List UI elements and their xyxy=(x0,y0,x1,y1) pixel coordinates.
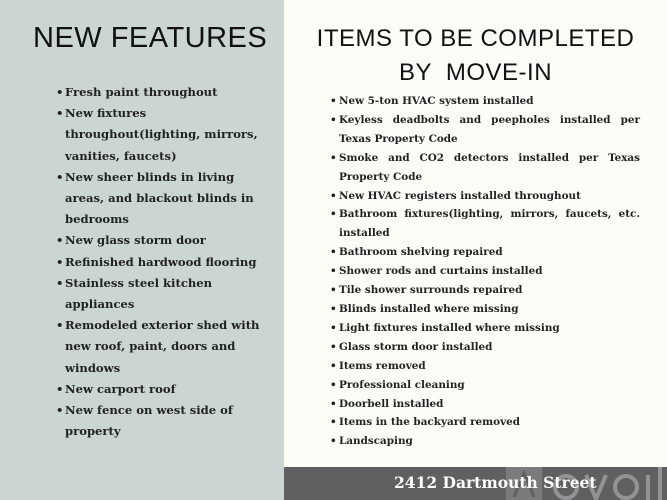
items-to-complete-title xyxy=(284,22,667,90)
list-item: • Bathroom fixtures(lighting, mirrors, faucets, etc. installed xyxy=(330,205,640,243)
list-item: • Remodeled exterior shed with new roof, paint, doors and windows xyxy=(56,315,274,379)
list-item: • Landscaping xyxy=(330,432,640,451)
list-item: • New glass storm door xyxy=(56,230,274,251)
list-item: • Light fixtures installed where missing xyxy=(330,319,640,338)
list-item: • New fence on west side of property xyxy=(56,400,274,442)
address-bar xyxy=(284,467,667,500)
list-item: • Shower rods and curtains installed xyxy=(330,262,640,281)
items-to-complete-list xyxy=(330,92,640,451)
list-item: • Doorbell installed xyxy=(330,395,640,414)
new-features-list xyxy=(56,82,274,442)
list-item: • New 5-ton HVAC system installed xyxy=(330,92,640,111)
list-item: • New fixtures throughout(lighting, mirrors, vanities, faucets) xyxy=(56,103,274,167)
new-features-title: NEW FEATURES xyxy=(33,22,268,54)
list-item: • New HVAC registers installed throughout xyxy=(330,187,640,206)
list-item: • Fresh paint throughout xyxy=(56,82,274,103)
list-item: • Items in the backyard removed xyxy=(330,413,640,432)
list-item: • Smoke and CO2 detectors installed per Texas Property Code xyxy=(330,149,640,187)
list-item: • Professional cleaning xyxy=(330,376,640,395)
list-item: • Tile shower surrounds repaired xyxy=(330,281,640,300)
list-item: • New carport roof xyxy=(56,379,274,400)
title-line-1: ITEMS TO BE COMPLETED xyxy=(316,25,635,52)
list-item: • Blinds installed where missing xyxy=(330,300,640,319)
property-address: 2412 Dartmouth Street xyxy=(394,473,597,492)
list-item: • Bathroom shelving repaired xyxy=(330,243,640,262)
list-item: • Refinished hardwood flooring xyxy=(56,252,274,273)
title-line-2: BY MOVE-IN xyxy=(398,59,553,86)
list-item: • New sheer blinds in living areas, and blackout blinds in bedrooms xyxy=(56,167,274,231)
list-item: • Glass storm door installed xyxy=(330,338,640,357)
list-item: • Keyless deadbolts and peepholes installed per Texas Property Code xyxy=(330,111,640,149)
list-item: • Stainless steel kitchen appliances xyxy=(56,273,274,315)
list-item: • Items removed xyxy=(330,357,640,376)
new-features-panel xyxy=(0,0,284,500)
